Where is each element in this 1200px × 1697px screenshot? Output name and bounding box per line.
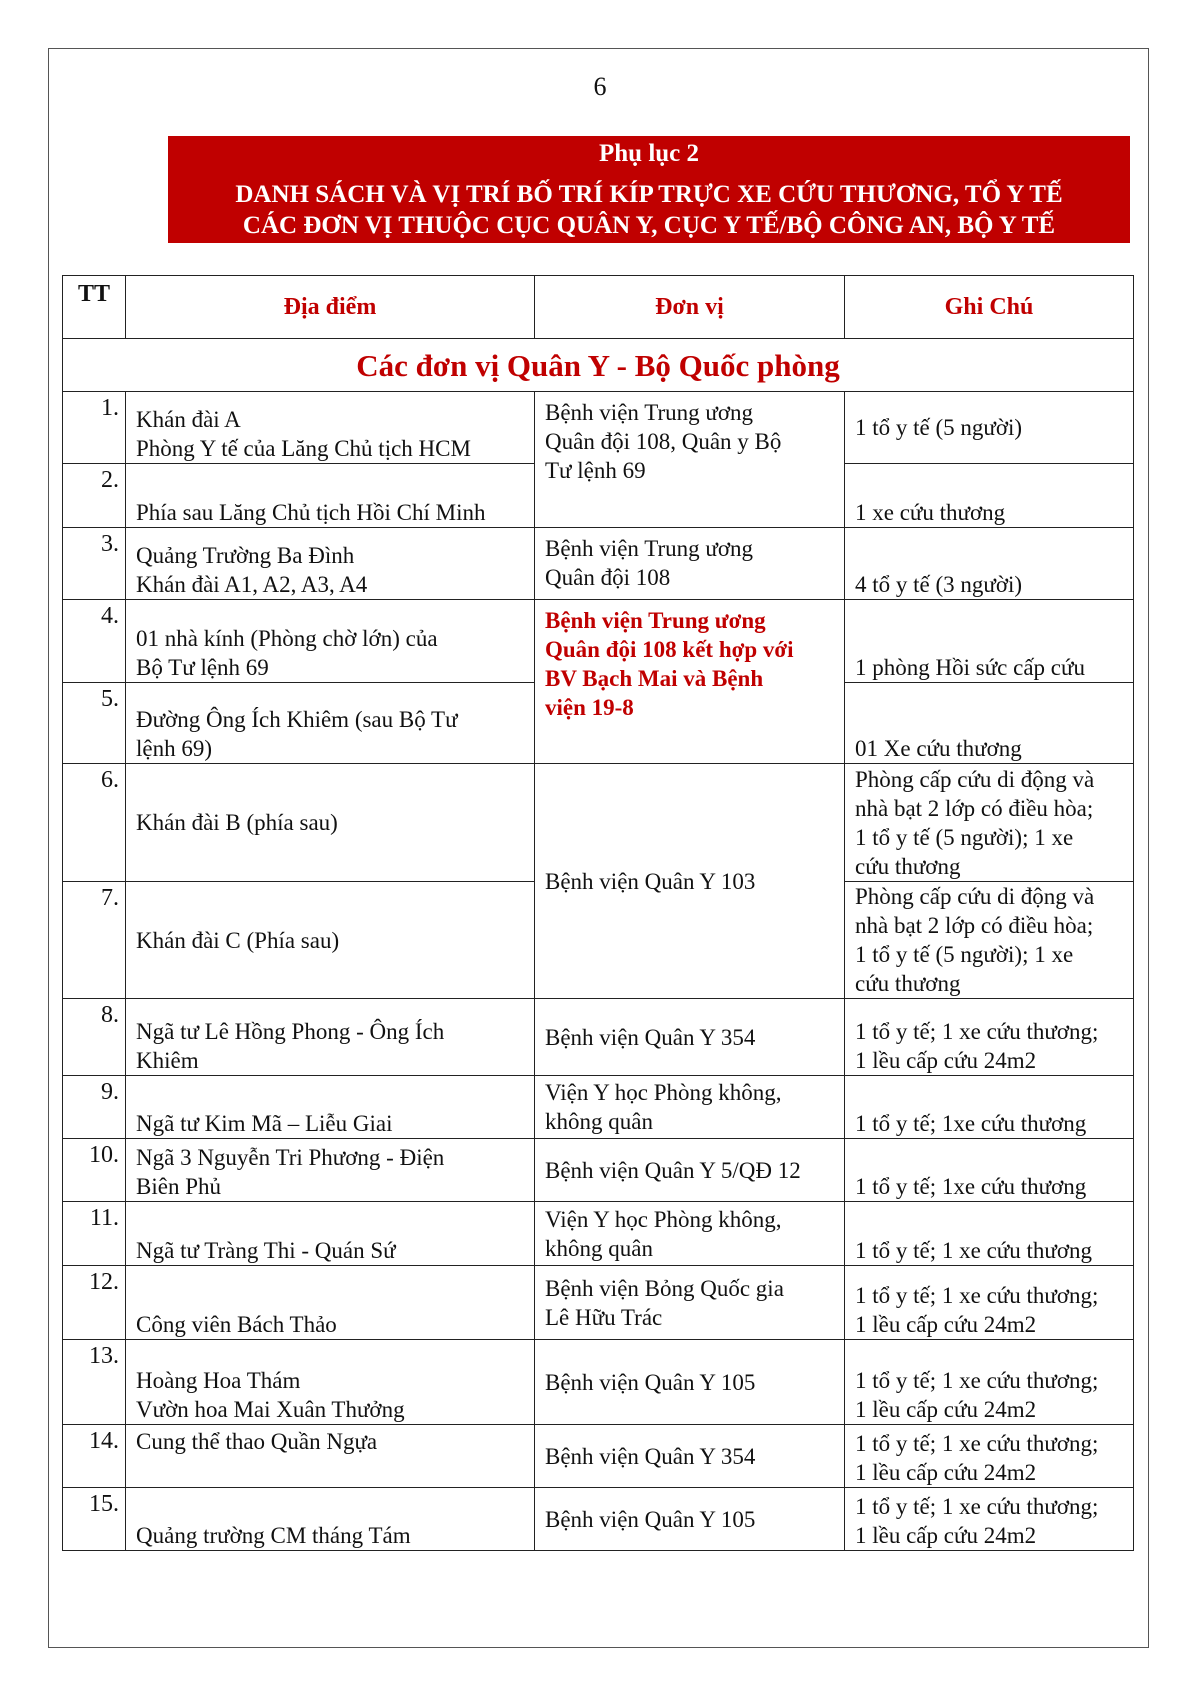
- page-number: 6: [593, 72, 607, 101]
- row-number: 8.: [63, 999, 126, 1076]
- appendix-banner: [168, 136, 1130, 243]
- row-note: 1 tổ y tế; 1 xe cứu thương; 1 lều cấp cứu 24m2: [845, 1266, 1134, 1340]
- table-row: [63, 1488, 1134, 1551]
- row-location: Khán đài B (phía sau): [126, 764, 535, 882]
- row-number: 13.: [63, 1340, 126, 1425]
- row-number: 4.: [63, 600, 126, 683]
- row-unit: Bệnh viện Trung ương Quân đội 108 kết hợp với BV Bạch Mai và Bệnh viện 19-8: [535, 600, 845, 764]
- row-note: 1 phòng Hồi sức cấp cứu: [845, 600, 1134, 683]
- row-note: Phòng cấp cứu di động và nhà bạt 2 lớp có điều hòa; 1 tổ y tế (5 người); 1 xe cứu thương: [845, 882, 1134, 999]
- table-row: [63, 1202, 1134, 1266]
- table-row: [63, 1139, 1134, 1202]
- row-number: 2.: [63, 464, 126, 528]
- row-location: Hoàng Hoa Thám Vườn hoa Mai Xuân Thưởng: [126, 1340, 535, 1425]
- row-location: Công viên Bách Thảo: [126, 1266, 535, 1340]
- row-location: Ngã tư Lê Hồng Phong - Ông Ích Khiêm: [126, 999, 535, 1076]
- table-row: [63, 1425, 1134, 1488]
- row-note: 1 tổ y tế; 1 xe cứu thương; 1 lều cấp cứu 24m2: [845, 1425, 1134, 1488]
- row-note: 1 xe cứu thương: [845, 464, 1134, 528]
- row-number: 10.: [63, 1139, 126, 1202]
- table-row: [63, 392, 1134, 464]
- table-row: [63, 600, 1134, 683]
- row-unit: Bệnh viện Quân Y 354: [535, 999, 845, 1076]
- row-location: Ngã tư Kim Mã – Liễu Giai: [126, 1076, 535, 1139]
- row-note: 1 tổ y tế (5 người): [845, 392, 1134, 464]
- row-note: 01 Xe cứu thương: [845, 683, 1134, 764]
- table-header-row: [63, 276, 1134, 339]
- row-unit: Bệnh viện Quân Y 103: [535, 764, 845, 999]
- medical-deployment-table: [62, 275, 1134, 1551]
- row-location: Quảng Trường Ba Đình Khán đài A1, A2, A3, A4: [126, 528, 535, 600]
- row-number: 11.: [63, 1202, 126, 1266]
- row-location: Ngã 3 Nguyễn Tri Phương - Điện Biên Phủ: [126, 1139, 535, 1202]
- row-number: 6.: [63, 764, 126, 882]
- header-location: Địa điểm: [126, 276, 535, 339]
- table-row: [63, 764, 1134, 882]
- table-row: [63, 1266, 1134, 1340]
- table-row: [63, 528, 1134, 600]
- section-row: [63, 339, 1134, 392]
- header-note: Ghi Chú: [845, 276, 1134, 339]
- row-number: 3.: [63, 528, 126, 600]
- row-note: 1 tổ y tế; 1 xe cứu thương; 1 lều cấp cứu 24m2: [845, 999, 1134, 1076]
- row-location: Ngã tư Tràng Thi - Quán Sứ: [126, 1202, 535, 1266]
- row-location: Phía sau Lăng Chủ tịch Hồi Chí Minh: [126, 464, 535, 528]
- row-note: 1 tổ y tế; 1xe cứu thương: [845, 1139, 1134, 1202]
- row-number: 9.: [63, 1076, 126, 1139]
- row-number: 15.: [63, 1488, 126, 1551]
- row-location: Cung thể thao Quần Ngựa: [126, 1425, 535, 1488]
- row-unit: Bệnh viện Bỏng Quốc gia Lê Hữu Trác: [535, 1266, 845, 1340]
- table-row: [63, 1076, 1134, 1139]
- row-number: 5.: [63, 683, 126, 764]
- row-unit: Bệnh viện Trung ương Quân đội 108, Quân y Bộ Tư lệnh 69: [535, 392, 845, 528]
- row-location: Đường Ông Ích Khiêm (sau Bộ Tư lệnh 69): [126, 683, 535, 764]
- row-unit: Bệnh viện Quân Y 105: [535, 1340, 845, 1425]
- header-unit: Đơn vị: [535, 276, 845, 339]
- row-location: Khán đài A Phòng Y tế của Lăng Chủ tịch HCM: [126, 392, 535, 464]
- row-number: 14.: [63, 1425, 126, 1488]
- row-unit: Bệnh viện Quân Y 5/QĐ 12: [535, 1139, 845, 1202]
- banner-line-1: DANH SÁCH VÀ VỊ TRÍ BỐ TRÍ KÍP TRỰC XE CỨU THƯƠNG, TỔ Y TẾ: [235, 181, 1063, 208]
- banner-line-2: CÁC ĐƠN VỊ THUỘC CỤC QUÂN Y, CỤC Y TẾ/BỘ CÔNG AN, BỘ Y TẾ: [242, 212, 1056, 239]
- row-location: Khán đài C (Phía sau): [126, 882, 535, 999]
- row-unit: Bệnh viện Quân Y 354: [535, 1425, 845, 1488]
- row-location: 01 nhà kính (Phòng chờ lớn) của Bộ Tư lệnh 69: [126, 600, 535, 683]
- row-unit: Bệnh viện Quân Y 105: [535, 1488, 845, 1551]
- table-row: [63, 1340, 1134, 1425]
- row-unit: Viện Y học Phòng không, không quân: [535, 1076, 845, 1139]
- row-unit: Bệnh viện Trung ương Quân đội 108: [535, 528, 845, 600]
- appendix-title: Phụ lục 2: [598, 140, 700, 167]
- row-note: 1 tổ y tế; 1 xe cứu thương; 1 lều cấp cứu 24m2: [845, 1340, 1134, 1425]
- row-note: 1 tổ y tế; 1xe cứu thương: [845, 1076, 1134, 1139]
- table-row: [63, 999, 1134, 1076]
- row-note: 1 tổ y tế; 1 xe cứu thương; 1 lều cấp cứu 24m2: [845, 1488, 1134, 1551]
- row-number: 7.: [63, 882, 126, 999]
- row-note: 4 tổ y tế (3 người): [845, 528, 1134, 600]
- row-number: 12.: [63, 1266, 126, 1340]
- row-unit: Viện Y học Phòng không, không quân: [535, 1202, 845, 1266]
- row-note: 1 tổ y tế; 1 xe cứu thương: [845, 1202, 1134, 1266]
- row-note: Phòng cấp cứu di động và nhà bạt 2 lớp có điều hòa; 1 tổ y tế (5 người); 1 xe cứu thương: [845, 764, 1134, 882]
- header-tt: TT: [63, 276, 126, 339]
- section-title: Các đơn vị Quân Y - Bộ Quốc phòng: [63, 339, 1134, 392]
- row-location: Quảng trường CM tháng Tám: [126, 1488, 535, 1551]
- row-number: 1.: [63, 392, 126, 464]
